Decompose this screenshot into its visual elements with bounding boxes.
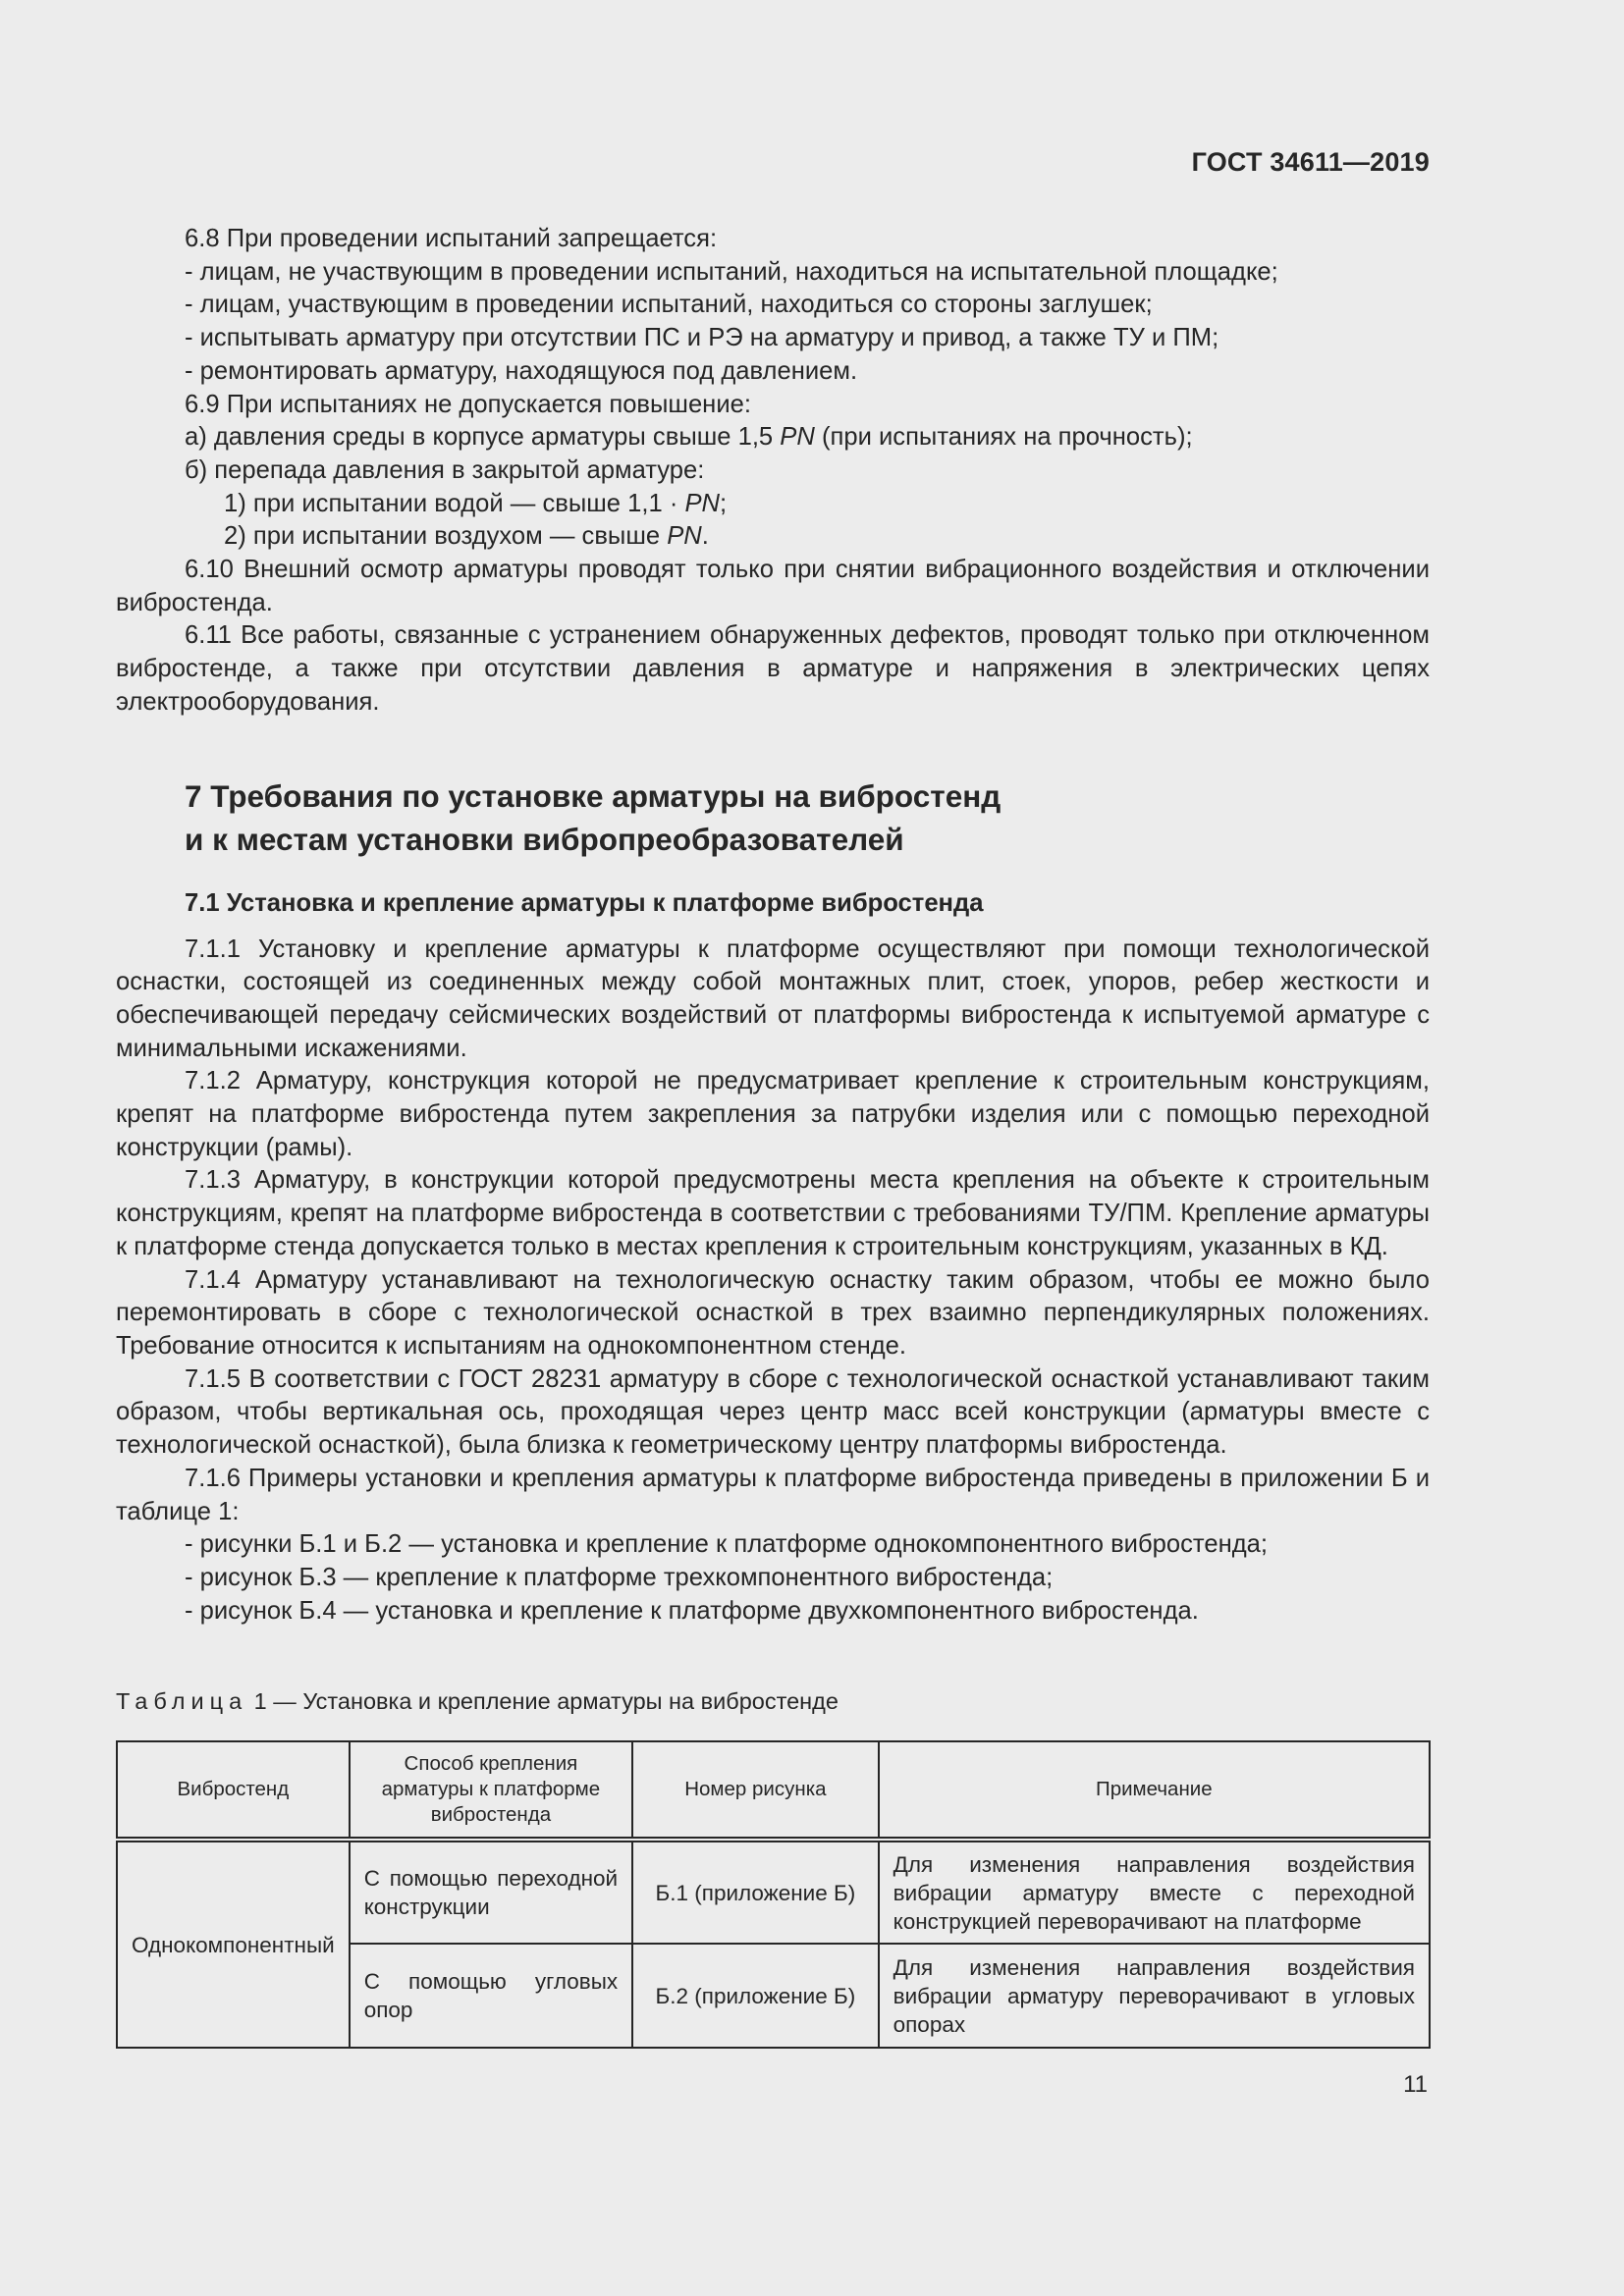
note-cell: Для изменения направления воздействия вибрации арматуру переворачивают в угловых опорах — [879, 1944, 1430, 2048]
table-row — [117, 1840, 1430, 1944]
list-item-a: а) давления среды в корпусе арматуры свыше 1,5 PN (при испытаниях на прочность); — [185, 423, 1193, 452]
list-item: - испытывать арматуру при отсутствии ПС и РЭ на арматуру и привод, а также ТУ и ПМ; — [185, 324, 1219, 352]
table-header-row — [117, 1741, 1430, 1840]
section-6-8-title: 6.8 При проведении испытаний запрещается: — [185, 225, 718, 252]
list-item-b: б) перепада давления в закрытой арматуре: — [185, 455, 705, 484]
table-caption: Таблица 1 — Установка и крепление арматуры на вибростенде — [116, 1688, 839, 1714]
para-7-1-6: 7.1.6 Примеры установки и крепления арматуры к платформе вибростенда приведены в приложении Б и таблице 1: — [116, 1464, 1430, 1525]
list-item: - лицам, участвующим в проведении испытаний, находиться со стороны заглушек; — [185, 291, 1153, 319]
para-7-1-5: 7.1.5 В соответствии с ГОСТ 28231 арматуру в сборе с технологической оснасткой устанавливают таким образом, чтобы вертикальная ось, проходящая через центр масс всей конструкции (арматуры вместе с технологической оснасткой), была близка к геометрическому центру платформы вибростенда. — [116, 1364, 1430, 1460]
method-cell: С помощью угловых опор — [350, 1944, 632, 2048]
section-6-9-title: 6.9 При испытаниях не допускается повышение: — [185, 390, 751, 418]
method-cell: С помощью переходной конструкции — [350, 1840, 632, 1944]
header-cell: Вибростенд — [117, 1741, 350, 1840]
figure-cell: Б.1 (приложение Б) — [632, 1840, 878, 1944]
list-item-b1: 1) при испытании водой — свыше 1,1 · PN; — [224, 489, 728, 517]
para-7-1-2: 7.1.2 Арматуру, конструкция которой не предусматривает крепление к строительным конструкциям, крепят на платформе вибростенда путем закрепления за патрубки изделия или с помощью переходной конструкции (рамы). — [116, 1067, 1430, 1161]
header-cell: Номер рисунка — [632, 1741, 878, 1840]
para-7-1-4: 7.1.4 Арматуру устанавливают на технологическую оснастку таким образом, чтобы ее можно было перемонтировать в сборе с технологической оснасткой в трех взаимно перпендикулярных положениях. Требование относится к испытаниям на однокомпонентном стенде. — [116, 1265, 1430, 1360]
header-cell: Примечание — [879, 1741, 1430, 1840]
list-item: - ремонтировать арматуру, находящуюся под давлением. — [185, 356, 858, 385]
section-6-10: 6.10 Внешний осмотр арматуры проводят только при снятии вибрационного воздействия и отключении вибростенда. — [116, 556, 1430, 616]
subsection-7-1-heading: 7.1 Установка и крепление арматуры к платформе вибростенда — [185, 888, 984, 917]
section-6-11: 6.11 Все работы, связанные с устранением обнаруженных дефектов, проводят только при отключенном вибростенде, а также при отсутствии давления в арматуре и напряжения в электрических цепях электрооборудования. — [116, 621, 1430, 716]
para-7-1-3: 7.1.3 Арматуру, в конструкции которой предусмотрены места крепления на объекте к строительным конструкциям, крепят на платформе вибростенда в соответствии с требованиями ТУ/ПМ. Крепление арматуры к платформе стенда допускается только в местах крепления к строительным конструкциям, указанных в КД. — [116, 1166, 1430, 1260]
list-item-b2: 2) при испытании воздухом — свыше PN. — [224, 522, 709, 551]
figure-cell: Б.2 (приложение Б) — [632, 1944, 878, 2048]
document-id: ГОСТ 34611—2019 — [1191, 147, 1430, 177]
para-7-1-1: 7.1.1 Установку и крепление арматуры к платформе осуществляют при помощи технологической оснастки, состоящей из соединенных между собой монтажных плит, стоек, упоров, ребер жесткости и обеспечивающей передачу сейсмических воздействий от платформы вибростенда к испытуемой арматуре с минимальными искажениями. — [116, 934, 1430, 1062]
stand-cell: Однокомпонентный — [117, 1840, 350, 2048]
list-item: - рисунки Б.1 и Б.2 — установка и крепление к платформе однокомпонентного вибростенда; — [185, 1530, 1268, 1559]
list-item: - лицам, не участвующим в проведении испытаний, находиться на испытательной площадке; — [185, 257, 1278, 286]
list-item: - рисунок Б.4 — установка и крепление к платформе двухкомпонентного вибростенда. — [185, 1596, 1199, 1625]
main-content — [116, 223, 1430, 1628]
table-1 — [116, 1740, 1431, 2049]
page-number: 11 — [1403, 2071, 1428, 2098]
list-item: - рисунок Б.3 — крепление к платформе трехкомпонентного вибростенда; — [185, 1563, 1054, 1591]
header-cell: Способ крепления арматуры к платформе вибростенда — [350, 1741, 632, 1840]
section-7-heading: 7 Требования по установке арматуры на вибростенд и к местам установки вибропреобразователей — [185, 777, 1001, 857]
note-cell: Для изменения направления воздействия вибрации арматуру вместе с переходной конструкцией переворачивают на платформе — [879, 1840, 1430, 1944]
